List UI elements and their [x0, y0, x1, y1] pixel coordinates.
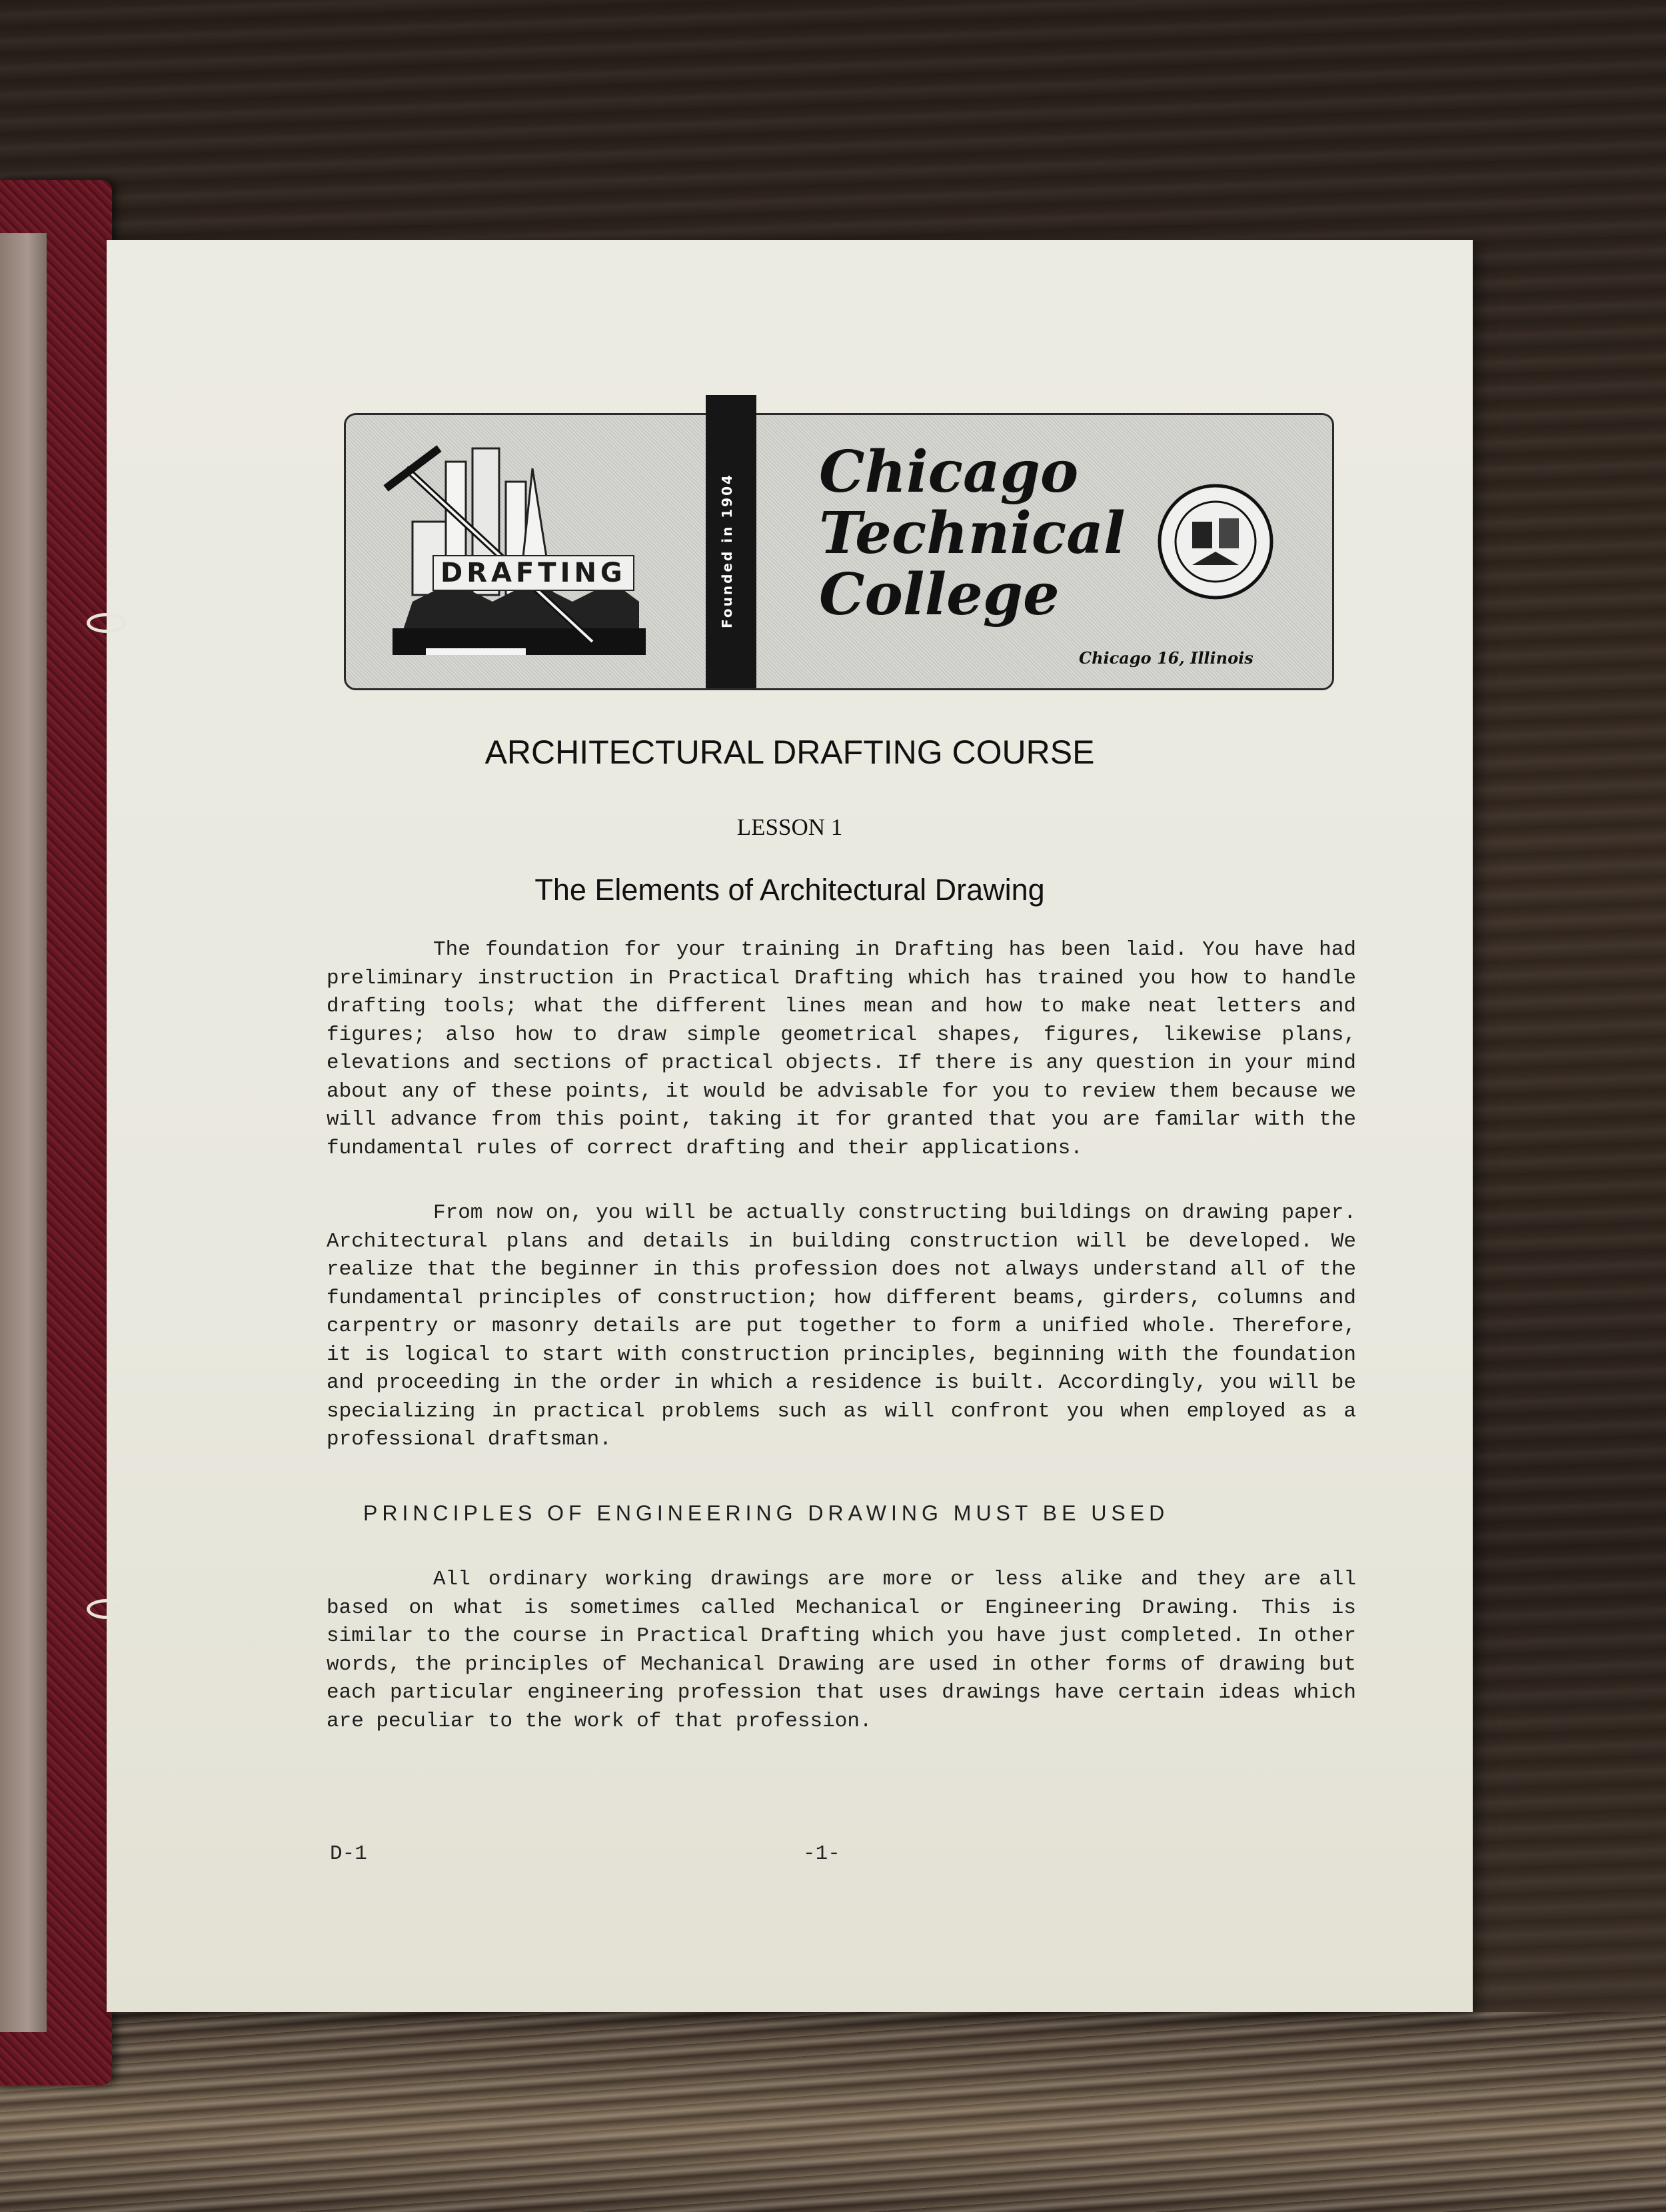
- college-name: [819, 438, 1166, 628]
- college-name-line: Technical: [819, 500, 1126, 567]
- college-name-line: Chicago: [819, 438, 1079, 506]
- founded-text: Founded in 1904: [719, 473, 735, 628]
- college-seal: [1156, 482, 1275, 602]
- drafting-label: DRAFTING: [432, 555, 634, 591]
- wooden-table-surface: [0, 2012, 1666, 2212]
- college-seal-icon: [1156, 482, 1275, 602]
- paragraph: All ordinary working drawings are more or less alike and they are all based on what is sometimes called Mechanical or Engineering Drawing. This is similar to the course in Practical Drafting which you have just completed. In other words, the principles of Mechanical Drawing are used in other forms of drawing but each particular engineering profession that uses drawings have certain ideas which are peculiar to the work of that profession.: [327, 1568, 1356, 1733]
- paragraph: The foundation for your training in Drafting has been laid. You have had preliminary instruction in Practical Drafting which has trained you how to handle drafting tools; what the different lines mean and how to make neat letters and figures; also how to draw simple geometrical shapes, figures, likewise plans, elevations and sections of practical objects. If there is any question in your mind about any of these points, it would be advisable for you to review them because we will advance from this point, taking it for granted that you are familar with the fundamental rules of correct drafting and their applications.: [327, 938, 1356, 1160]
- college-name-line: College: [819, 561, 1060, 628]
- lesson-title: The Elements of Architectural Drawing: [534, 873, 1045, 907]
- college-city: Chicago 16, Illinois: [1079, 648, 1253, 668]
- college-letterhead-banner: [344, 413, 1334, 690]
- binder-inner-lining: [0, 233, 47, 2032]
- drafting-illustration: [373, 442, 666, 668]
- page-number: -1-: [803, 1842, 840, 1866]
- course-title: ARCHITECTURAL DRAFTING COURSE: [484, 734, 1095, 771]
- section-heading: PRINCIPLES OF ENGINEERING DRAWING MUST BE USED: [363, 1501, 1170, 1525]
- binder-ring: [87, 613, 127, 633]
- binder-ring: [87, 1599, 127, 1619]
- document-code: D-1: [330, 1842, 367, 1866]
- paragraph: From now on, you will be actually constructing buildings on drawing paper. Architectural plans and details in building construction will be developed. We realize that the beginner in this profession does not always understand all of the fundamental principles of construction; how different beams, girders, columns and carpentry or masonry details are put together to form a unified whole. Therefore, it is logical to start with construction principles, beginning with the foundation and proceeding in the order in which a residence is built. Accordingly, you will be specializing in practical problems such as will confront you when employed as a professional draftsman.: [327, 1201, 1356, 1451]
- document-page: [107, 240, 1473, 2012]
- lesson-number: LESSON 1: [736, 814, 843, 840]
